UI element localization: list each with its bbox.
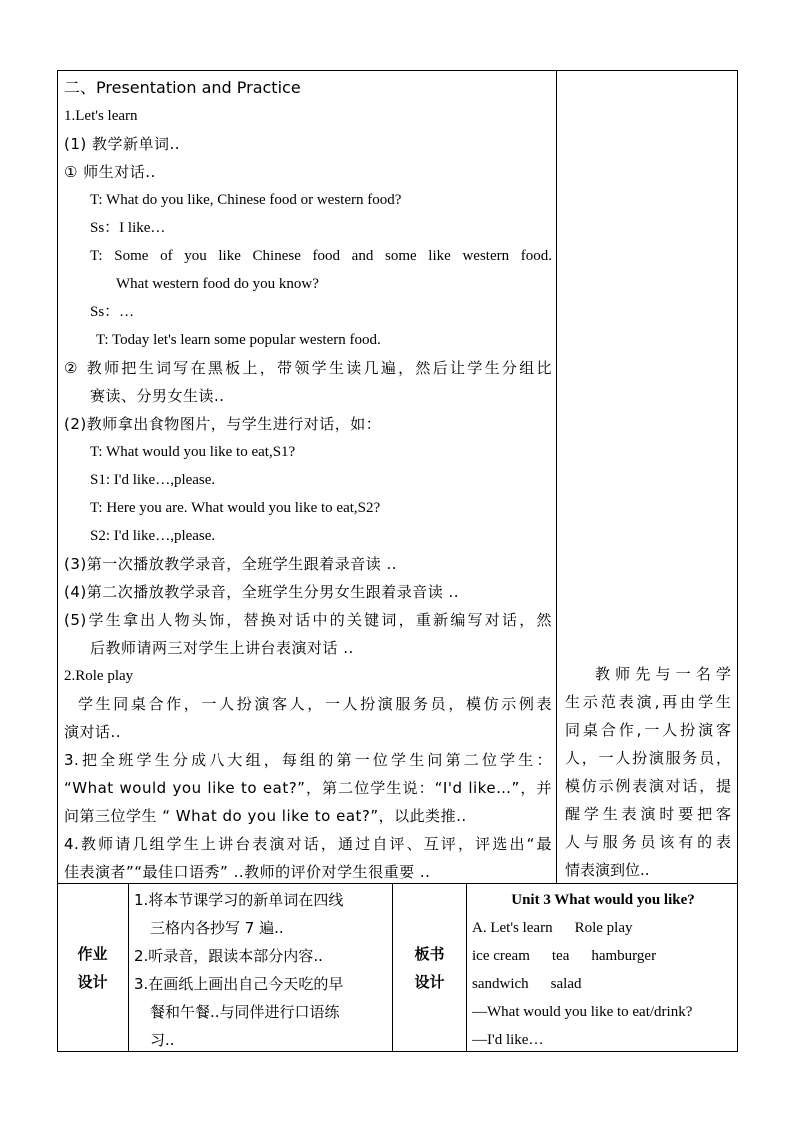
dialogue-line: T: What do you like, Chinese food or western food? — [90, 192, 402, 208]
note-line: 人，一人扮演服务员， — [565, 749, 731, 767]
board-question: —What would you like to eat/drink? — [472, 1004, 693, 1020]
cell-divider — [128, 883, 129, 1052]
board-word: salad — [550, 976, 582, 992]
homework-item: 1.将本节课学习的新单词在四线 — [134, 891, 344, 909]
step-text: 4.教师请几组学生上讲台表演对话，通过自评、互评，评选出“最 — [64, 835, 552, 853]
homework-item: 3.在画纸上画出自己今天吃的早 — [134, 975, 344, 993]
homework-item: 2.听录音，跟读本部分内容.. — [134, 947, 323, 965]
dialogue-line: Ss：… — [90, 304, 135, 320]
step-text: (4)第二次播放教学录音，全班学生分男女生跟着录音读 .. — [64, 583, 460, 601]
board-answer: —I'd like… — [472, 1032, 544, 1048]
step-title: 1.Let's learn — [64, 108, 138, 124]
step-text: ② 教师把生词写在黑板上，带领学生读几遍，然后让学生分组比 — [64, 359, 552, 377]
dialogue-line: T: What would you like to eat,S1? — [90, 444, 296, 460]
dialogue-line: T: Today let's learn some popular western food. — [96, 332, 381, 348]
step-text: (1) 教学新单词.. — [64, 135, 181, 153]
homework-item: 习.. — [150, 1031, 175, 1049]
board-words-row — [472, 942, 734, 970]
homework-item: 三格内各抄写 7 遍.. — [150, 919, 284, 937]
step-text: 演对话.. — [64, 723, 122, 741]
dialogue-line: What western food do you know? — [116, 276, 319, 292]
section-heading: 二、Presentation and Practice — [64, 78, 301, 97]
step-text: “What would you like to eat?”，第二位学生说：“I'd like…”，并 — [64, 779, 552, 797]
board-sub-a: A. Let's learn — [472, 920, 553, 936]
note-line: 同桌合作,一人扮演客 — [565, 721, 731, 739]
design-intent-note — [565, 660, 731, 884]
step-text: 问第三位学生 “ What do you like to eat?”，以此类推.. — [64, 807, 467, 825]
note-line: 生示范表演,再由学生 — [565, 693, 731, 711]
step-text: 佳表演者”“最佳口语秀” ..教师的评价对学生很重要 .. — [64, 863, 431, 881]
note-line: 人与服务员该有的表 — [565, 833, 731, 851]
step-text: 后教师请两三对学生上讲台表演对话 .. — [90, 639, 354, 657]
homework-label-line: 设计 — [77, 973, 108, 991]
board-word: tea — [551, 948, 570, 964]
board-label-line: 板书 — [414, 945, 445, 963]
step-text: (3)第一次播放教学录音，全班学生跟着录音读 .. — [64, 555, 398, 573]
dialogue-line: S2: I'd like…,please. — [90, 528, 216, 544]
dialogue-line: Ss：I like… — [90, 220, 166, 236]
homework-cell — [134, 886, 388, 1054]
board-label — [393, 940, 466, 996]
step-title: 2.Role play — [64, 668, 134, 684]
note-line: 模仿示例表演对话，提 — [565, 777, 731, 795]
dialogue-line: T: Some of you like Chinese food and some like western food. — [90, 248, 552, 264]
homework-label — [57, 940, 128, 996]
note-line: 教师先与一名学 — [595, 665, 731, 683]
homework-label-line: 作业 — [77, 945, 108, 963]
step-text: ① 师生对话.. — [64, 163, 156, 181]
step-text: (2)教师拿出食物图片，与学生进行对话，如： — [64, 415, 382, 433]
board-word: ice cream — [472, 948, 530, 964]
board-label-line: 设计 — [414, 973, 445, 991]
homework-item: 餐和午餐..与同伴进行口语练 — [150, 1003, 340, 1021]
board-words-row — [472, 970, 734, 998]
note-line: 情表演到位.. — [565, 861, 650, 879]
board-design-cell — [472, 886, 734, 1054]
board-title: Unit 3 What would you like? — [511, 892, 695, 908]
note-line: 醒学生表演时要把客 — [565, 805, 731, 823]
dialogue-line: T: Here you are. What would you like to eat,S2? — [90, 500, 381, 516]
step-text: (5)学生拿出人物头饰，替换对话中的关键词，重新编写对话，然 — [64, 611, 552, 629]
step-text: 3.把全班学生分成八大组，每组的第一位学生问第二位学生： — [64, 751, 552, 769]
board-subtitle-row — [472, 914, 734, 942]
board-word: sandwich — [472, 976, 529, 992]
cell-divider — [466, 883, 467, 1052]
step-text: 学生同桌合作，一人扮演客人，一人扮演服务员，模仿示例表 — [78, 695, 552, 713]
dialogue-line: S1: I'd like…,please. — [90, 472, 216, 488]
teaching-process-cell — [64, 74, 552, 886]
board-word: hamburger — [591, 948, 657, 964]
board-sub-b: Role play — [574, 920, 633, 936]
step-text: 赛读、分男女生读.. — [90, 387, 225, 405]
column-divider — [556, 70, 557, 883]
